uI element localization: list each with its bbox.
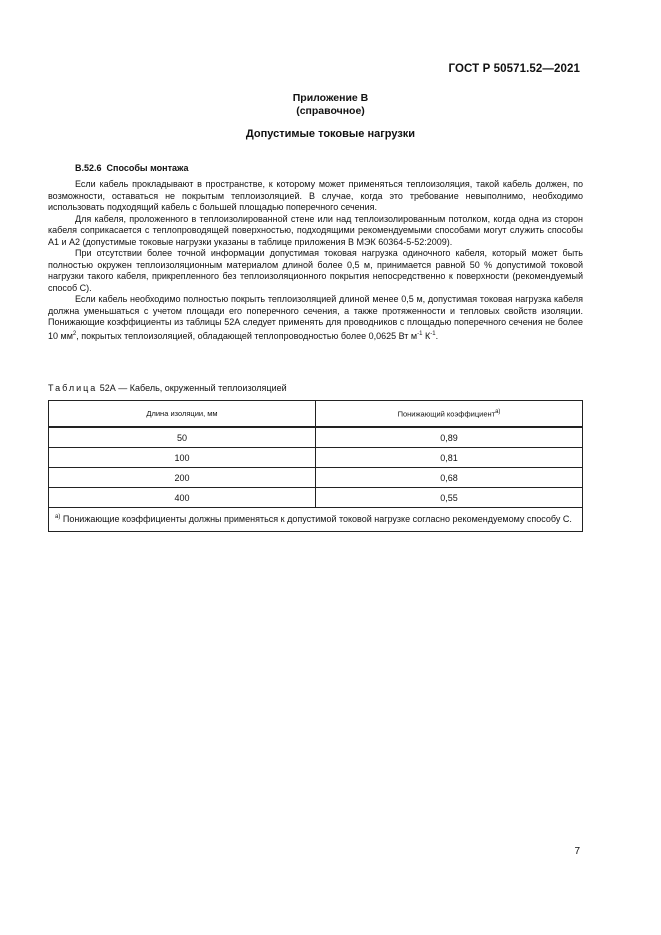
annex-status: (справочное) [296,105,365,117]
table-header-row [49,401,583,428]
cell-length: 100 [49,448,316,468]
cell-factor: 0,89 [316,427,583,448]
table-footnote [49,508,583,532]
table-row [49,488,583,508]
cell-length: 200 [49,468,316,488]
table-caption-label: Таблица [48,383,98,393]
cell-length: 400 [49,488,316,508]
clause-title: Способы монтажа [106,163,189,173]
footnote-marker: а) [495,408,501,415]
column-header-factor-text: Понижающий коэффициент [397,409,496,419]
annex-label: Приложение В [292,92,369,104]
unit-superscript: -1 [417,330,423,337]
cell-length: 50 [49,427,316,448]
footnote-marker: а) [55,514,61,520]
standard-number: ГОСТ Р 50571.52—2021 [448,63,580,75]
cell-factor: 0,55 [316,488,583,508]
table-footnote-row [49,508,583,532]
column-header-factor [316,401,583,428]
paragraph-1: Если кабель прокладывают в пространстве, к которому может применяться теплоизоляция, такой кабель должен, по возможности, оставаться не покрытым теплоизоляцией. В случае, когда это требование невыполнимо, необходимо использовать подходящий кабель с большей площадью поперечного сечения. [48,179,583,212]
column-header-length: Длина изоляции, мм [49,401,316,428]
body-text [48,179,583,342]
paragraph-4-end: . [435,330,439,341]
paragraph-3: При отсутствии более точной информации допустимая токовая нагрузка одиночного кабеля, который может быть полностью окружен теплоизоляционным материалом длиной более 0,5 м, принимается равной 50 % допустимой токовой нагрузки такого кабеля, прикрепленного без теплоизоляционного покрытия непосредственно к поверхности (рекомендуемый способ С). [48,248,583,293]
clause-number: В.52.6 [75,163,102,173]
page-number: 7 [574,846,580,857]
paragraph-4-text: Если кабель необходимо полностью покрыть теплоизоляцией длиной менее 0,5 м, допустимая токовая нагрузка кабеля должна уменьшаться с учетом площади его поперечного сечения, а также протяженности и тепловых свойств изоляции. Понижающие коэффициенты из таблицы 52А следует применять для проводников с площадью поперечного сечения не более 10 мм [48,294,583,341]
unit-superscript: -1 [430,330,436,337]
paragraph-2: Для кабеля, проложенного в теплоизолированной стене или над теплоизолированным потолком, когда одна из сторон кабеля соприкасается с теплопроводящей поверхностью, подходящими рекомендуемыми способами могут служить способы А1 и А2 (допустимые токовые нагрузки указаны в таблице приложения В МЭК 60364-5-52:2009). [48,213,583,247]
table-row [49,427,583,448]
paragraph-4-text-2: , покрытых теплоизоляцией, обладающей теплопроводностью более 0,0625 Вт м [76,330,418,341]
clause-heading [75,163,189,173]
cell-factor: 0,68 [316,468,583,488]
annex-title [0,92,661,118]
paragraph-4-text-3: К [422,330,431,341]
section-heading: Допустимые токовые нагрузки [245,128,416,140]
paragraph-4 [48,294,583,342]
derating-table [48,400,583,532]
footnote-text: Понижающие коэффициенты должны применяться к допустимой токовой нагрузке согласно рекомендуемому способу С. [60,514,572,524]
table-caption-text: 52А — Кабель, окруженный теплоизоляцией [97,383,287,393]
table-row [49,468,583,488]
unit-superscript: 2 [72,330,77,337]
table-caption [48,383,287,393]
cell-factor: 0,81 [316,448,583,468]
table-row [49,448,583,468]
